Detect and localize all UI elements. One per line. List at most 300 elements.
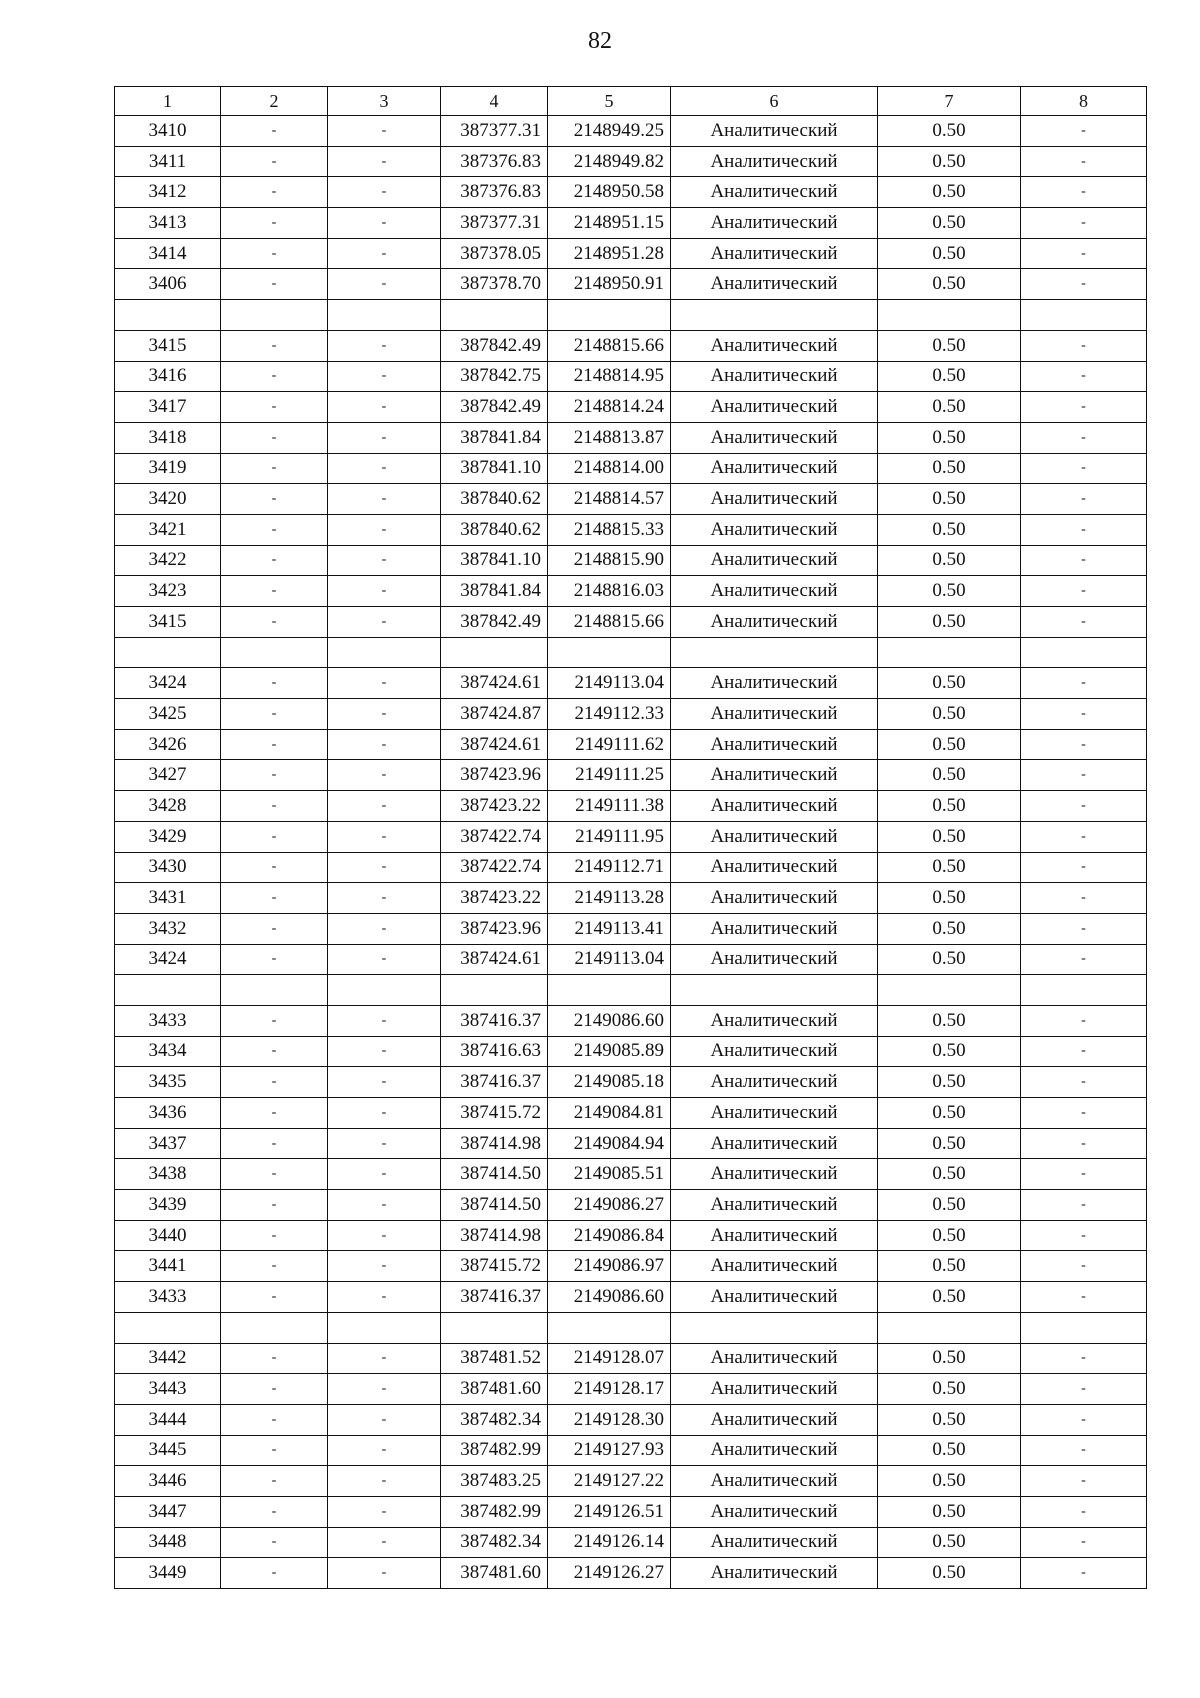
cell-accuracy: 0.50	[878, 1067, 1021, 1098]
cell-y-coordinate: 2149113.04	[548, 668, 671, 699]
cell-x-coordinate: 387377.31	[441, 208, 548, 239]
cell-method: Аналитический	[671, 361, 878, 392]
cell-col-8: -	[1021, 208, 1147, 239]
table-row	[115, 116, 1147, 147]
cell-accuracy: 0.50	[878, 1282, 1021, 1313]
cell-col-2: -	[221, 821, 328, 852]
cell-accuracy: 0.50	[878, 821, 1021, 852]
cell-col-3: -	[328, 1496, 441, 1527]
cell-y-coordinate: 2149112.71	[548, 852, 671, 883]
cell-accuracy: 0.50	[878, 1005, 1021, 1036]
cell-y-coordinate: 2149113.04	[548, 944, 671, 975]
cell-col-8: -	[1021, 1466, 1147, 1497]
table-row	[115, 760, 1147, 791]
cell-x-coordinate: 387841.84	[441, 576, 548, 607]
cell-y-coordinate: 2149086.27	[548, 1190, 671, 1221]
cell-x-coordinate: 387482.99	[441, 1496, 548, 1527]
cell-col-8: -	[1021, 883, 1147, 914]
cell-y-coordinate: 2148816.03	[548, 576, 671, 607]
cell-point-number	[115, 975, 221, 1006]
cell-accuracy: 0.50	[878, 208, 1021, 239]
cell-method: Аналитический	[671, 576, 878, 607]
cell-col-2: -	[221, 791, 328, 822]
cell-col-2: -	[221, 1036, 328, 1067]
cell-point-number: 3421	[115, 514, 221, 545]
cell-accuracy: 0.50	[878, 1098, 1021, 1129]
table-row	[115, 392, 1147, 423]
cell-x-coordinate: 387841.84	[441, 422, 548, 453]
cell-col-3: -	[328, 1159, 441, 1190]
table-row	[115, 1036, 1147, 1067]
table-row	[115, 1282, 1147, 1313]
page-number: 82	[588, 28, 612, 54]
cell-col-8: -	[1021, 1404, 1147, 1435]
cell-method: Аналитический	[671, 1036, 878, 1067]
cell-accuracy: 0.50	[878, 913, 1021, 944]
cell-accuracy: 0.50	[878, 1404, 1021, 1435]
column-header-6: 6	[671, 87, 878, 116]
cell-col-3: -	[328, 1098, 441, 1129]
cell-method: Аналитический	[671, 821, 878, 852]
cell-col-8: -	[1021, 852, 1147, 883]
cell-point-number: 3420	[115, 484, 221, 515]
cell-col-3: -	[328, 1005, 441, 1036]
cell-x-coordinate: 387415.72	[441, 1251, 548, 1282]
table-row	[115, 238, 1147, 269]
cell-col-3: -	[328, 514, 441, 545]
cell-point-number: 3417	[115, 392, 221, 423]
cell-y-coordinate	[548, 637, 671, 668]
cell-point-number: 3426	[115, 729, 221, 760]
column-header-7: 7	[878, 87, 1021, 116]
cell-point-number: 3447	[115, 1496, 221, 1527]
table-row	[115, 361, 1147, 392]
cell-col-8: -	[1021, 1527, 1147, 1558]
table-row	[115, 944, 1147, 975]
cell-col-3: -	[328, 607, 441, 638]
cell-col-8: -	[1021, 392, 1147, 423]
cell-col-8	[1021, 300, 1147, 331]
cell-col-2: -	[221, 238, 328, 269]
cell-col-8: -	[1021, 821, 1147, 852]
cell-accuracy: 0.50	[878, 116, 1021, 147]
table-row	[115, 1098, 1147, 1129]
cell-col-8: -	[1021, 422, 1147, 453]
cell-col-2: -	[221, 392, 328, 423]
cell-y-coordinate: 2149113.41	[548, 913, 671, 944]
cell-y-coordinate: 2149127.22	[548, 1466, 671, 1497]
cell-col-2: -	[221, 1527, 328, 1558]
cell-col-3: -	[328, 453, 441, 484]
cell-accuracy: 0.50	[878, 453, 1021, 484]
cell-col-3: -	[328, 699, 441, 730]
table-row	[115, 576, 1147, 607]
cell-y-coordinate: 2149111.62	[548, 729, 671, 760]
cell-col-3: -	[328, 392, 441, 423]
cell-col-2: -	[221, 514, 328, 545]
cell-col-2: -	[221, 1374, 328, 1405]
cell-point-number: 3419	[115, 453, 221, 484]
table-row	[115, 1466, 1147, 1497]
cell-col-2: -	[221, 576, 328, 607]
cell-x-coordinate: 387422.74	[441, 821, 548, 852]
cell-point-number: 3414	[115, 238, 221, 269]
cell-accuracy: 0.50	[878, 392, 1021, 423]
cell-col-3: -	[328, 269, 441, 300]
cell-col-8: -	[1021, 269, 1147, 300]
cell-x-coordinate: 387378.05	[441, 238, 548, 269]
cell-x-coordinate: 387424.61	[441, 729, 548, 760]
cell-point-number: 3425	[115, 699, 221, 730]
cell-col-2	[221, 637, 328, 668]
cell-method: Аналитический	[671, 1282, 878, 1313]
cell-method: Аналитический	[671, 514, 878, 545]
cell-method: Аналитический	[671, 1067, 878, 1098]
cell-y-coordinate: 2149126.14	[548, 1527, 671, 1558]
cell-col-8: -	[1021, 1343, 1147, 1374]
cell-y-coordinate: 2149085.18	[548, 1067, 671, 1098]
cell-accuracy: 0.50	[878, 1251, 1021, 1282]
cell-x-coordinate: 387416.37	[441, 1067, 548, 1098]
cell-point-number: 3412	[115, 177, 221, 208]
cell-col-3: -	[328, 361, 441, 392]
cell-method: Аналитический	[671, 1374, 878, 1405]
cell-col-2: -	[221, 1496, 328, 1527]
cell-point-number: 3437	[115, 1128, 221, 1159]
cell-x-coordinate: 387377.31	[441, 116, 548, 147]
cell-col-2: -	[221, 1404, 328, 1435]
cell-method: Аналитический	[671, 1005, 878, 1036]
cell-col-8: -	[1021, 1067, 1147, 1098]
cell-col-2: -	[221, 1343, 328, 1374]
cell-point-number: 3424	[115, 944, 221, 975]
cell-col-3	[328, 1312, 441, 1343]
table-row	[115, 146, 1147, 177]
table-row	[115, 330, 1147, 361]
cell-point-number	[115, 1312, 221, 1343]
table-row	[115, 545, 1147, 576]
table-row	[115, 607, 1147, 638]
cell-point-number: 3415	[115, 607, 221, 638]
cell-col-8: -	[1021, 1282, 1147, 1313]
cell-y-coordinate: 2149126.27	[548, 1558, 671, 1589]
cell-point-number: 3424	[115, 668, 221, 699]
cell-y-coordinate: 2148813.87	[548, 422, 671, 453]
cell-point-number: 3413	[115, 208, 221, 239]
cell-col-3: -	[328, 1282, 441, 1313]
cell-x-coordinate: 387422.74	[441, 852, 548, 883]
table-row	[115, 821, 1147, 852]
cell-col-8: -	[1021, 116, 1147, 147]
cell-y-coordinate: 2149111.38	[548, 791, 671, 822]
table-row	[115, 1496, 1147, 1527]
cell-x-coordinate: 387414.98	[441, 1128, 548, 1159]
cell-y-coordinate: 2149085.89	[548, 1036, 671, 1067]
cell-method	[671, 637, 878, 668]
cell-point-number: 3422	[115, 545, 221, 576]
cell-method: Аналитический	[671, 852, 878, 883]
cell-point-number: 3436	[115, 1098, 221, 1129]
cell-col-2: -	[221, 1220, 328, 1251]
cell-col-8: -	[1021, 545, 1147, 576]
cell-method: Аналитический	[671, 146, 878, 177]
cell-point-number: 3446	[115, 1466, 221, 1497]
cell-method: Аналитический	[671, 791, 878, 822]
cell-x-coordinate: 387376.83	[441, 146, 548, 177]
column-header-8: 8	[1021, 87, 1147, 116]
cell-col-2: -	[221, 1558, 328, 1589]
cell-x-coordinate	[441, 1312, 548, 1343]
cell-method: Аналитический	[671, 177, 878, 208]
separator-row	[115, 637, 1147, 668]
cell-method: Аналитический	[671, 1128, 878, 1159]
cell-x-coordinate: 387378.70	[441, 269, 548, 300]
cell-point-number: 3406	[115, 269, 221, 300]
cell-accuracy: 0.50	[878, 484, 1021, 515]
cell-col-2: -	[221, 1282, 328, 1313]
cell-x-coordinate: 387423.22	[441, 791, 548, 822]
cell-col-8: -	[1021, 607, 1147, 638]
cell-col-3: -	[328, 883, 441, 914]
cell-method: Аналитический	[671, 545, 878, 576]
cell-x-coordinate: 387482.34	[441, 1404, 548, 1435]
cell-method: Аналитический	[671, 1527, 878, 1558]
cell-accuracy: 0.50	[878, 1374, 1021, 1405]
cell-method: Аналитический	[671, 208, 878, 239]
cell-col-3: -	[328, 1220, 441, 1251]
column-header-5: 5	[548, 87, 671, 116]
cell-y-coordinate: 2149127.93	[548, 1435, 671, 1466]
cell-col-2: -	[221, 330, 328, 361]
cell-col-2: -	[221, 177, 328, 208]
cell-point-number: 3416	[115, 361, 221, 392]
table-row	[115, 852, 1147, 883]
cell-col-8: -	[1021, 484, 1147, 515]
cell-point-number: 3423	[115, 576, 221, 607]
cell-col-2: -	[221, 1128, 328, 1159]
table-row	[115, 514, 1147, 545]
cell-col-8: -	[1021, 330, 1147, 361]
table-row	[115, 1343, 1147, 1374]
cell-col-8: -	[1021, 1374, 1147, 1405]
cell-point-number: 3411	[115, 146, 221, 177]
cell-col-2: -	[221, 668, 328, 699]
cell-col-3	[328, 975, 441, 1006]
cell-x-coordinate: 387423.96	[441, 760, 548, 791]
cell-col-8: -	[1021, 1098, 1147, 1129]
cell-x-coordinate: 387414.50	[441, 1159, 548, 1190]
cell-y-coordinate: 2149086.84	[548, 1220, 671, 1251]
cell-x-coordinate: 387840.62	[441, 514, 548, 545]
cell-y-coordinate: 2148950.58	[548, 177, 671, 208]
cell-accuracy: 0.50	[878, 760, 1021, 791]
cell-y-coordinate: 2149128.07	[548, 1343, 671, 1374]
cell-method: Аналитический	[671, 1558, 878, 1589]
cell-col-3: -	[328, 852, 441, 883]
cell-method: Аналитический	[671, 330, 878, 361]
cell-method: Аналитический	[671, 760, 878, 791]
cell-point-number: 3429	[115, 821, 221, 852]
cell-y-coordinate	[548, 1312, 671, 1343]
cell-x-coordinate: 387842.49	[441, 330, 548, 361]
cell-col-8: -	[1021, 791, 1147, 822]
cell-method: Аналитический	[671, 484, 878, 515]
cell-col-3: -	[328, 791, 441, 822]
cell-col-8: -	[1021, 913, 1147, 944]
cell-y-coordinate: 2148949.82	[548, 146, 671, 177]
cell-accuracy: 0.50	[878, 607, 1021, 638]
cell-method: Аналитический	[671, 1190, 878, 1221]
cell-col-8: -	[1021, 760, 1147, 791]
cell-accuracy: 0.50	[878, 1527, 1021, 1558]
cell-x-coordinate	[441, 975, 548, 1006]
cell-accuracy: 0.50	[878, 177, 1021, 208]
cell-col-8: -	[1021, 1251, 1147, 1282]
cell-y-coordinate: 2148814.57	[548, 484, 671, 515]
cell-col-2: -	[221, 1005, 328, 1036]
cell-y-coordinate: 2149113.28	[548, 883, 671, 914]
cell-col-3: -	[328, 1036, 441, 1067]
cell-col-3: -	[328, 944, 441, 975]
table-row	[115, 1159, 1147, 1190]
cell-accuracy	[878, 637, 1021, 668]
cell-point-number: 3444	[115, 1404, 221, 1435]
column-header-3: 3	[328, 87, 441, 116]
table-row	[115, 1220, 1147, 1251]
cell-x-coordinate	[441, 637, 548, 668]
coordinates-table	[114, 86, 1147, 1589]
cell-col-8: -	[1021, 1036, 1147, 1067]
cell-col-8: -	[1021, 729, 1147, 760]
table-row	[115, 269, 1147, 300]
cell-col-2: -	[221, 1435, 328, 1466]
cell-accuracy: 0.50	[878, 1128, 1021, 1159]
cell-col-2	[221, 1312, 328, 1343]
table-row	[115, 177, 1147, 208]
cell-col-3: -	[328, 545, 441, 576]
cell-col-2: -	[221, 944, 328, 975]
cell-x-coordinate: 387416.63	[441, 1036, 548, 1067]
cell-y-coordinate: 2148815.66	[548, 330, 671, 361]
cell-method: Аналитический	[671, 883, 878, 914]
table-row	[115, 208, 1147, 239]
cell-col-3: -	[328, 1251, 441, 1282]
cell-col-8: -	[1021, 699, 1147, 730]
cell-col-8	[1021, 1312, 1147, 1343]
cell-accuracy: 0.50	[878, 1496, 1021, 1527]
cell-method: Аналитический	[671, 116, 878, 147]
cell-point-number: 3427	[115, 760, 221, 791]
cell-x-coordinate: 387482.99	[441, 1435, 548, 1466]
cell-col-3: -	[328, 1558, 441, 1589]
cell-col-8: -	[1021, 1128, 1147, 1159]
cell-col-2: -	[221, 146, 328, 177]
cell-method: Аналитический	[671, 392, 878, 423]
cell-col-3: -	[328, 1527, 441, 1558]
cell-col-3: -	[328, 177, 441, 208]
cell-x-coordinate: 387840.62	[441, 484, 548, 515]
cell-x-coordinate: 387415.72	[441, 1098, 548, 1129]
cell-method	[671, 975, 878, 1006]
table-row	[115, 422, 1147, 453]
cell-y-coordinate: 2148815.90	[548, 545, 671, 576]
cell-x-coordinate: 387483.25	[441, 1466, 548, 1497]
cell-col-2: -	[221, 1251, 328, 1282]
table-body	[115, 116, 1147, 1589]
cell-x-coordinate: 387416.37	[441, 1282, 548, 1313]
cell-col-3: -	[328, 913, 441, 944]
cell-method: Аналитический	[671, 729, 878, 760]
cell-col-3: -	[328, 1067, 441, 1098]
cell-point-number: 3449	[115, 1558, 221, 1589]
cell-x-coordinate: 387842.49	[441, 607, 548, 638]
cell-col-2: -	[221, 1159, 328, 1190]
cell-method: Аналитический	[671, 1159, 878, 1190]
cell-point-number: 3418	[115, 422, 221, 453]
cell-accuracy: 0.50	[878, 1558, 1021, 1589]
cell-y-coordinate: 2148815.66	[548, 607, 671, 638]
cell-method: Аналитический	[671, 238, 878, 269]
table-row	[115, 1067, 1147, 1098]
cell-x-coordinate: 387423.22	[441, 883, 548, 914]
table-row	[115, 1251, 1147, 1282]
cell-col-3: -	[328, 668, 441, 699]
separator-row	[115, 1312, 1147, 1343]
cell-method: Аналитический	[671, 1466, 878, 1497]
cell-method: Аналитический	[671, 607, 878, 638]
table-row	[115, 1190, 1147, 1221]
cell-col-3: -	[328, 330, 441, 361]
cell-col-2: -	[221, 208, 328, 239]
cell-col-8: -	[1021, 177, 1147, 208]
cell-y-coordinate: 2149126.51	[548, 1496, 671, 1527]
cell-method: Аналитический	[671, 1098, 878, 1129]
table-row	[115, 1404, 1147, 1435]
cell-col-2: -	[221, 913, 328, 944]
cell-point-number: 3438	[115, 1159, 221, 1190]
cell-y-coordinate: 2149128.30	[548, 1404, 671, 1435]
cell-accuracy: 0.50	[878, 146, 1021, 177]
cell-x-coordinate: 387842.49	[441, 392, 548, 423]
cell-col-2: -	[221, 422, 328, 453]
cell-col-8: -	[1021, 238, 1147, 269]
table-row	[115, 1435, 1147, 1466]
cell-method: Аналитический	[671, 1220, 878, 1251]
cell-y-coordinate: 2149086.60	[548, 1005, 671, 1036]
cell-col-8: -	[1021, 1435, 1147, 1466]
cell-accuracy: 0.50	[878, 852, 1021, 883]
cell-y-coordinate: 2149111.25	[548, 760, 671, 791]
cell-x-coordinate: 387481.60	[441, 1374, 548, 1405]
table-row	[115, 1005, 1147, 1036]
cell-y-coordinate: 2148814.00	[548, 453, 671, 484]
cell-accuracy: 0.50	[878, 1435, 1021, 1466]
cell-x-coordinate: 387481.52	[441, 1343, 548, 1374]
cell-accuracy	[878, 975, 1021, 1006]
cell-y-coordinate: 2149084.94	[548, 1128, 671, 1159]
cell-accuracy: 0.50	[878, 729, 1021, 760]
cell-col-2: -	[221, 883, 328, 914]
cell-accuracy: 0.50	[878, 791, 1021, 822]
cell-accuracy: 0.50	[878, 269, 1021, 300]
cell-method: Аналитический	[671, 1435, 878, 1466]
table-row	[115, 484, 1147, 515]
cell-point-number: 3432	[115, 913, 221, 944]
cell-x-coordinate: 387376.83	[441, 177, 548, 208]
cell-accuracy: 0.50	[878, 576, 1021, 607]
cell-col-2: -	[221, 453, 328, 484]
cell-point-number: 3428	[115, 791, 221, 822]
